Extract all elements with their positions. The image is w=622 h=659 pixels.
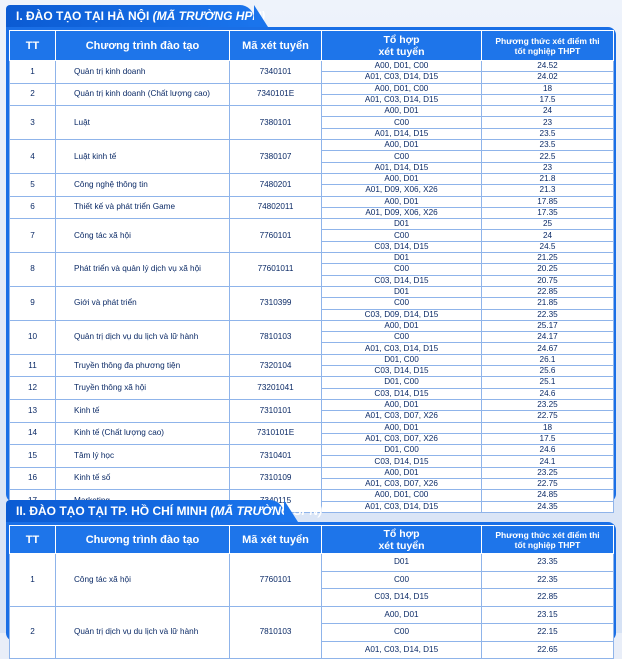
- program-name: Quản trị dịch vụ du lịch và lữ hành: [56, 320, 230, 354]
- admission-code: 7480201: [230, 173, 322, 196]
- cutoff-score: 25.1: [482, 377, 614, 388]
- table-row: [10, 106, 614, 117]
- subject-combo: C03, D14, D15: [322, 388, 482, 399]
- program-name: Công nghệ thông tin: [56, 173, 230, 196]
- header-code: Mã xét tuyển: [230, 526, 322, 554]
- row-number: 4: [10, 140, 56, 174]
- cutoff-score: 22.85: [482, 589, 614, 607]
- row-number: 11: [10, 354, 56, 377]
- row-number: 3: [10, 106, 56, 140]
- cutoff-score: 24.6: [482, 388, 614, 399]
- cutoff-score: 21.25: [482, 253, 614, 264]
- cutoff-score: 21.85: [482, 298, 614, 309]
- subject-combo: A01, C03, D14, D15: [322, 343, 482, 354]
- subject-combo: A00, D01: [322, 422, 482, 433]
- admission-code: 7810103: [230, 606, 322, 659]
- admission-code: 74802011: [230, 196, 322, 219]
- subject-combo: A00, D01: [322, 606, 482, 624]
- row-number: 6: [10, 196, 56, 219]
- admission-code: 77601011: [230, 253, 322, 287]
- row-number: 9: [10, 286, 56, 320]
- table-row: [10, 399, 614, 410]
- cutoff-score: 24: [482, 230, 614, 241]
- subject-combo: C00: [322, 151, 482, 162]
- admission-code: 7760101: [230, 554, 322, 607]
- table-row: [10, 422, 614, 433]
- table-row: [10, 140, 614, 151]
- program-name: Truyền thông đa phương tiện: [56, 354, 230, 377]
- table-row: [10, 554, 614, 572]
- program-name: Quản trị dịch vụ du lịch và lữ hành: [56, 606, 230, 659]
- cutoff-score: 24.35: [482, 501, 614, 512]
- subject-combo: A00, D01: [322, 196, 482, 207]
- cutoff-score: 24.17: [482, 332, 614, 343]
- cutoff-score: 23: [482, 117, 614, 128]
- subject-combo: A01, D09, X06, X26: [322, 185, 482, 196]
- program-name: Giới và phát triển: [56, 286, 230, 320]
- program-name: Phát triển và quản lý dịch vụ xã hội: [56, 253, 230, 287]
- subject-combo: C03, D09, D14, D15: [322, 309, 482, 320]
- admission-code: 7310101: [230, 399, 322, 422]
- subject-combo: A00, D01, C00: [322, 83, 482, 94]
- admission-code: 73201041: [230, 377, 322, 400]
- subject-combo: A00, D01: [322, 467, 482, 478]
- admission-code: 7760101: [230, 219, 322, 253]
- header-score: Phương thức xét điểm thi tốt nghiệp THPT: [482, 526, 614, 554]
- table-row: [10, 354, 614, 365]
- cutoff-score: 23.25: [482, 399, 614, 410]
- subject-combo: A00, D01: [322, 140, 482, 151]
- table-hcm-body: [10, 554, 614, 659]
- cutoff-score: 22.35: [482, 571, 614, 589]
- row-number: 15: [10, 445, 56, 468]
- cutoff-score: 23.5: [482, 128, 614, 139]
- subject-combo: A01, C03, D14, D15: [322, 94, 482, 105]
- program-name: Luật: [56, 106, 230, 140]
- cutoff-score: 25.17: [482, 320, 614, 331]
- table-row: [10, 320, 614, 331]
- section-hcm-title-code: (MÃ TRƯỜNG SPN): [210, 504, 323, 518]
- program-name: Kinh tế số: [56, 467, 230, 490]
- subject-combo: A00, D01, C00: [322, 61, 482, 72]
- table-hanoi-body: [10, 61, 614, 513]
- cutoff-score: 22.15: [482, 624, 614, 642]
- header-tt: TT: [10, 31, 56, 61]
- row-number: 14: [10, 422, 56, 445]
- row-number: 5: [10, 173, 56, 196]
- section-hcm-title: [6, 500, 323, 522]
- section-hcm: [6, 500, 616, 654]
- admission-code: 7380107: [230, 140, 322, 174]
- cutoff-score: 22.5: [482, 151, 614, 162]
- cutoff-score: 24.52: [482, 61, 614, 72]
- subject-combo: A01, D09, X06, X26: [322, 207, 482, 218]
- cutoff-score: 21.8: [482, 173, 614, 184]
- subject-combo: C03, D14, D15: [322, 275, 482, 286]
- cutoff-score: 24.1: [482, 456, 614, 467]
- subject-combo: C00: [322, 264, 482, 275]
- cutoff-score: 17.85: [482, 196, 614, 207]
- program-name: Quản trị kinh doanh (Chất lượng cao): [56, 83, 230, 106]
- header-combo: Tổ hợp xét tuyển: [322, 526, 482, 554]
- program-name: Truyền thông xã hội: [56, 377, 230, 400]
- subject-combo: D01, C00: [322, 377, 482, 388]
- table-row: [10, 445, 614, 456]
- subject-combo: A01, D14, D15: [322, 128, 482, 139]
- section-hanoi-title-code: (MÃ TRƯỜNG HPN): [152, 9, 266, 23]
- cutoff-score: 24.6: [482, 445, 614, 456]
- cutoff-score: 20.75: [482, 275, 614, 286]
- cutoff-score: 25: [482, 219, 614, 230]
- cutoff-score: 22.75: [482, 478, 614, 489]
- subject-combo: A00, D01: [322, 106, 482, 117]
- subject-combo: C00: [322, 117, 482, 128]
- subject-combo: C03, D14, D15: [322, 589, 482, 607]
- cutoff-score: 21.3: [482, 185, 614, 196]
- subject-combo: D01: [322, 253, 482, 264]
- admission-code: 7310401: [230, 445, 322, 468]
- section-hanoi-title: [6, 5, 266, 27]
- subject-combo: A01, C03, D07, X26: [322, 433, 482, 444]
- subject-combo: D01, C00: [322, 445, 482, 456]
- row-number: 12: [10, 377, 56, 400]
- cutoff-score: 20.25: [482, 264, 614, 275]
- subject-combo: A00, D01: [322, 320, 482, 331]
- subject-combo: C00: [322, 332, 482, 343]
- row-number: 13: [10, 399, 56, 422]
- admission-code: 7320104: [230, 354, 322, 377]
- subject-combo: C00: [322, 298, 482, 309]
- header-program: Chương trình đào tạo: [56, 31, 230, 61]
- cutoff-score: 24: [482, 106, 614, 117]
- cutoff-score: 23: [482, 162, 614, 173]
- subject-combo: C03, D14, D15: [322, 456, 482, 467]
- row-number: 8: [10, 253, 56, 287]
- cutoff-score: 24.02: [482, 72, 614, 83]
- admission-code: 7310101E: [230, 422, 322, 445]
- subject-combo: C00: [322, 230, 482, 241]
- subject-combo: D01: [322, 219, 482, 230]
- program-name: Tâm lý học: [56, 445, 230, 468]
- subject-combo: D01: [322, 286, 482, 297]
- table-row: [10, 253, 614, 264]
- table-hanoi: [9, 30, 614, 513]
- subject-combo: A01, C03, D14, D15: [322, 641, 482, 659]
- header-score: Phương thức xét điểm thi tốt nghiệp THPT: [482, 31, 614, 61]
- subject-combo: C03, D14, D15: [322, 366, 482, 377]
- header-tt: TT: [10, 526, 56, 554]
- admission-code: 7380101: [230, 106, 322, 140]
- program-name: Luật kinh tế: [56, 140, 230, 174]
- subject-combo: A01, C03, D14, D15: [322, 501, 482, 512]
- table-row: [10, 219, 614, 230]
- subject-combo: D01: [322, 554, 482, 572]
- admission-code: 7810103: [230, 320, 322, 354]
- cutoff-score: 22.35: [482, 309, 614, 320]
- subject-combo: D01, C00: [322, 354, 482, 365]
- cutoff-score: 24.5: [482, 241, 614, 252]
- subject-combo: A00, D01: [322, 173, 482, 184]
- table-row: [10, 173, 614, 184]
- header-code: Mã xét tuyển: [230, 31, 322, 61]
- program-name: Công tác xã hội: [56, 554, 230, 607]
- row-number: 16: [10, 467, 56, 490]
- cutoff-score: 17.5: [482, 94, 614, 105]
- table-row: [10, 286, 614, 297]
- section-hcm-title-main: II. ĐÀO TẠO TẠI TP. HỒ CHÍ MINH: [16, 504, 211, 518]
- cutoff-score: 22.65: [482, 641, 614, 659]
- subject-combo: C00: [322, 624, 482, 642]
- cutoff-score: 22.75: [482, 411, 614, 422]
- cutoff-score: 25.6: [482, 366, 614, 377]
- cutoff-score: 18: [482, 422, 614, 433]
- row-number: 2: [10, 606, 56, 659]
- table-row: [10, 196, 614, 207]
- table-row: [10, 61, 614, 72]
- subject-combo: A00, D01: [322, 399, 482, 410]
- program-name: Thiết kế và phát triển Game: [56, 196, 230, 219]
- subject-combo: C00: [322, 571, 482, 589]
- cutoff-score: 26.1: [482, 354, 614, 365]
- row-number: 10: [10, 320, 56, 354]
- cutoff-score: 23.5: [482, 140, 614, 151]
- cutoff-score: 24.67: [482, 343, 614, 354]
- table-row: [10, 467, 614, 478]
- program-name: Công tác xã hội: [56, 219, 230, 253]
- table-hcm: [9, 525, 614, 659]
- program-name: Kinh tế (Chất lượng cao): [56, 422, 230, 445]
- admission-code: 7340101E: [230, 83, 322, 106]
- cutoff-score: 24.85: [482, 490, 614, 501]
- row-number: 7: [10, 219, 56, 253]
- program-name: Kinh tế: [56, 399, 230, 422]
- admission-code: 7340101: [230, 61, 322, 84]
- cutoff-score: 18: [482, 83, 614, 94]
- table-row: [10, 606, 614, 624]
- subject-combo: A01, C03, D07, X26: [322, 478, 482, 489]
- row-number: 2: [10, 83, 56, 106]
- cutoff-score: 17.5: [482, 433, 614, 444]
- row-number: 1: [10, 61, 56, 84]
- cutoff-score: 23.35: [482, 554, 614, 572]
- subject-combo: C03, D14, D15: [322, 241, 482, 252]
- cutoff-score: 23.25: [482, 467, 614, 478]
- program-name: Quản trị kinh doanh: [56, 61, 230, 84]
- row-number: 1: [10, 554, 56, 607]
- section-hanoi-title-main: I. ĐÀO TẠO TẠI HÀ NỘI: [16, 9, 153, 23]
- subject-combo: A01, C03, D14, D15: [322, 72, 482, 83]
- header-combo: Tổ hợp xét tuyển: [322, 31, 482, 61]
- header-program: Chương trình đào tạo: [56, 526, 230, 554]
- cutoff-score: 23.15: [482, 606, 614, 624]
- table-hcm-frame: [6, 522, 616, 654]
- subject-combo: A00, D01, C00: [322, 490, 482, 501]
- subject-combo: A01, D14, D15: [322, 162, 482, 173]
- subject-combo: A01, C03, D07, X26: [322, 411, 482, 422]
- admission-code: 7310399: [230, 286, 322, 320]
- table-row: [10, 83, 614, 94]
- admission-code: 7310109: [230, 467, 322, 490]
- cutoff-score: 17.35: [482, 207, 614, 218]
- table-row: [10, 377, 614, 388]
- cutoff-score: 22.85: [482, 286, 614, 297]
